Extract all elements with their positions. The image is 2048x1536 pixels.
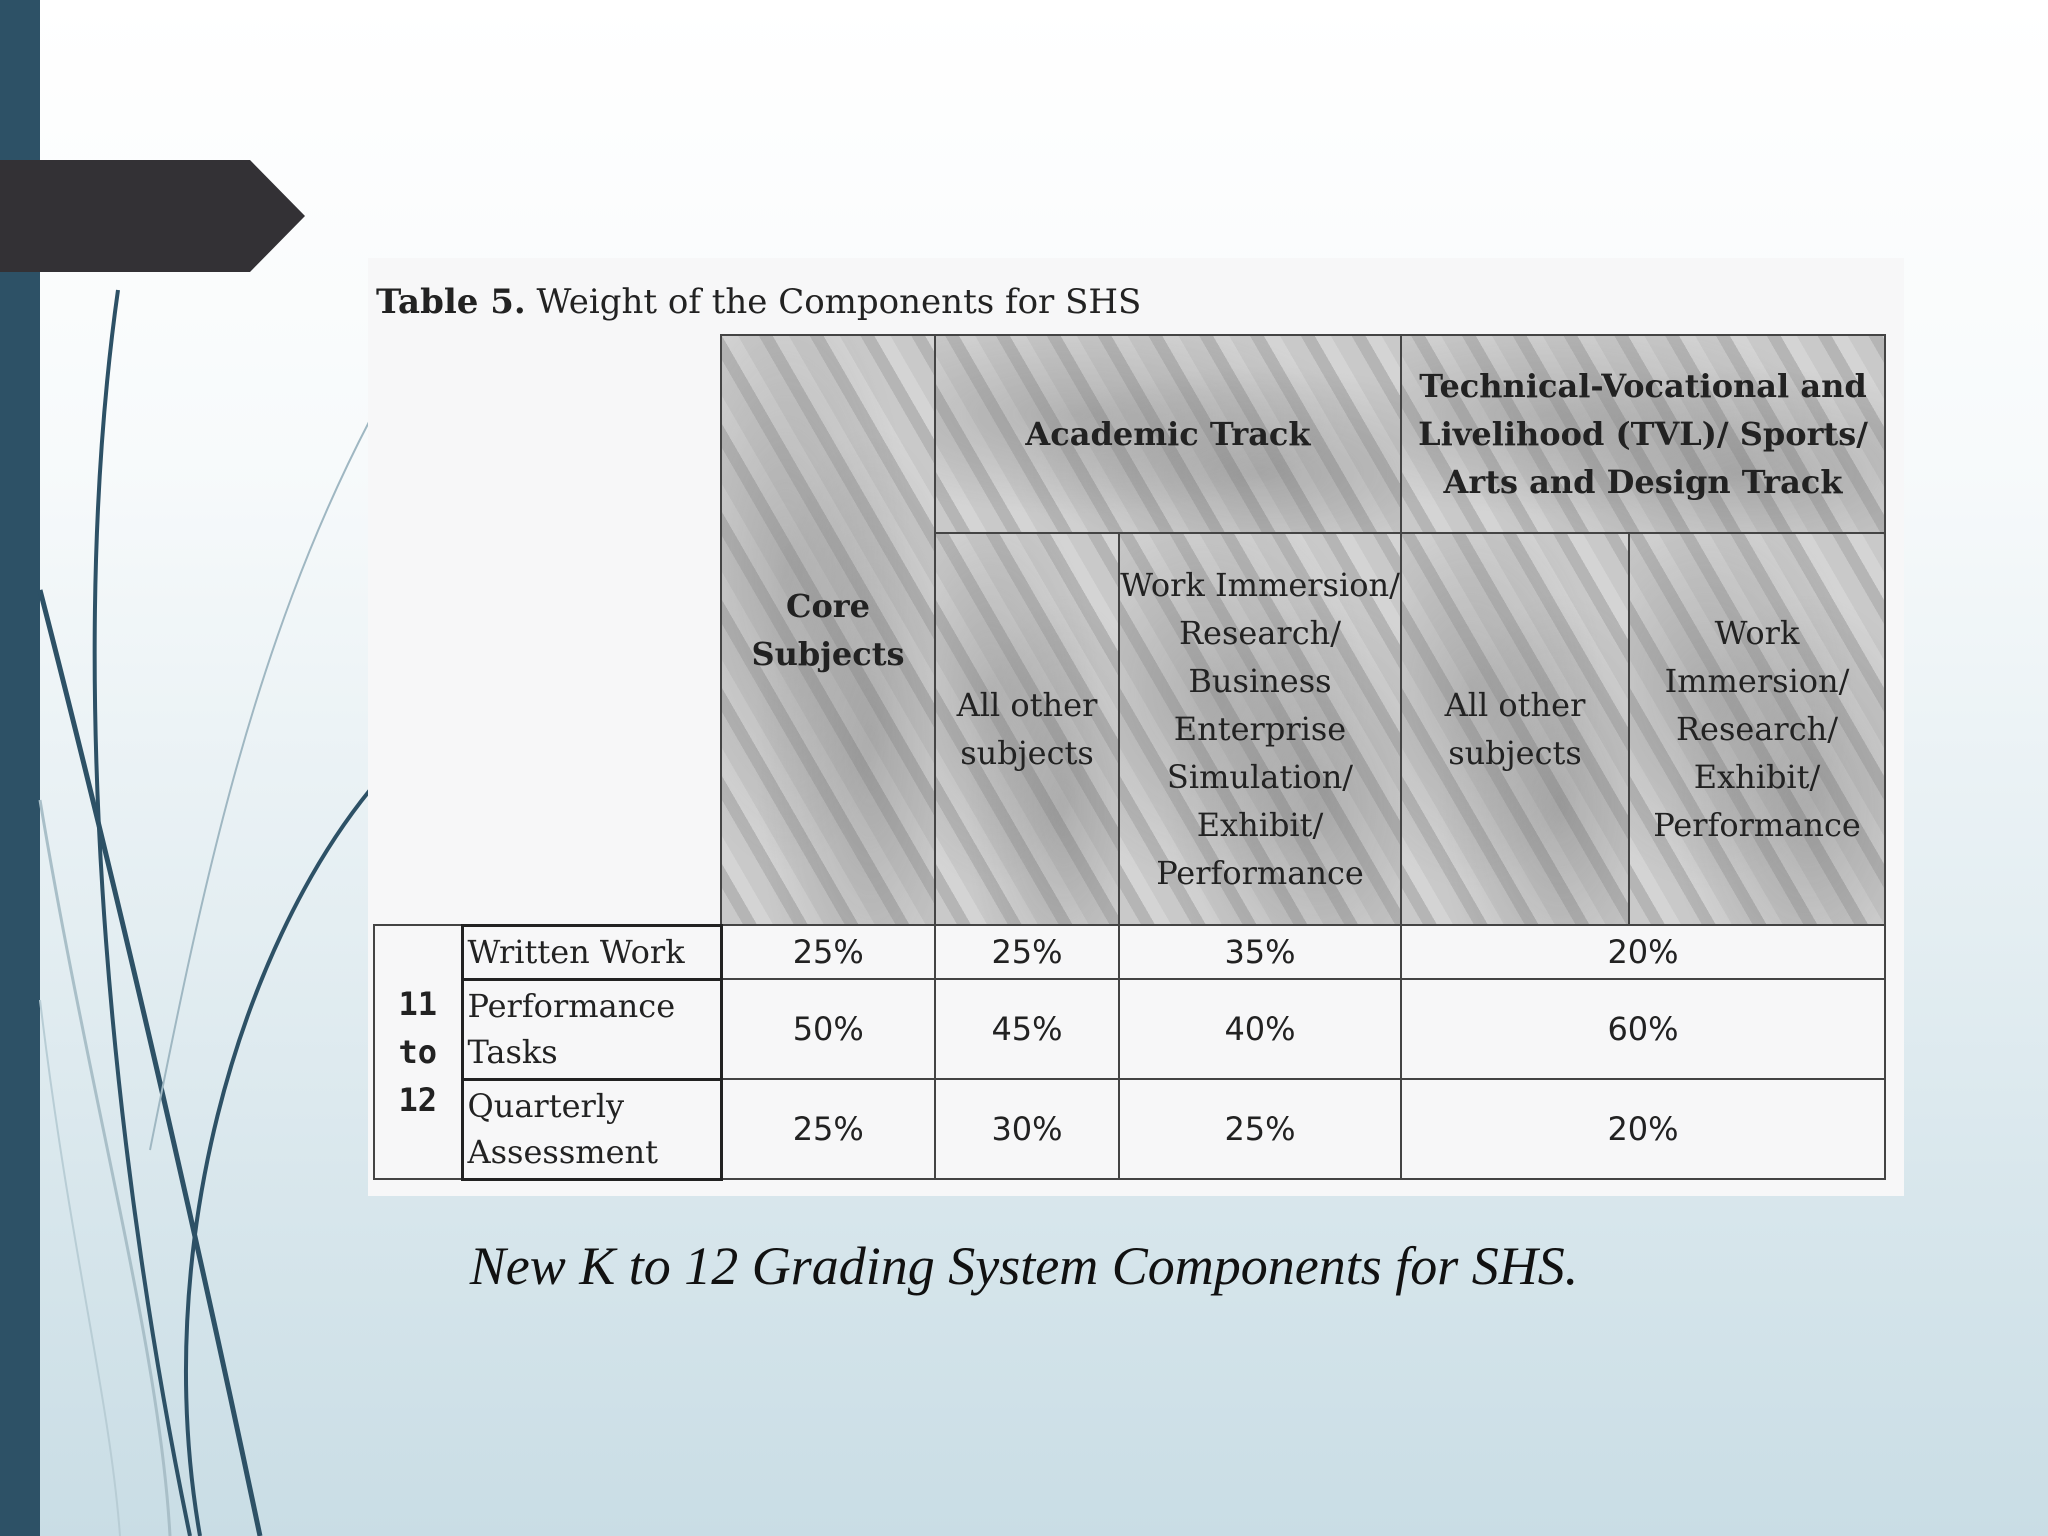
title-tag-shape [0, 160, 305, 272]
header-tvl-track: Technical-Vocational and Livelihood (TVL)/ Sports/ Arts and Design Track [1401, 335, 1885, 533]
row-label-written-work: Written Work [462, 925, 721, 979]
header-academic-all-other: All other subjects [935, 533, 1119, 925]
cell-academic-work: 40% [1119, 979, 1401, 1079]
grade-level-line: 12 [398, 1081, 438, 1119]
row-label-quarterly-assessment: Quarterly Assessment [462, 1079, 721, 1179]
slide-caption: New K to 12 Grading System Components for SHS. [469, 1236, 1579, 1296]
header-academic-track: Academic Track [935, 335, 1401, 533]
cell-academic-all: 30% [935, 1079, 1119, 1179]
cell-tvl: 60% [1401, 979, 1885, 1079]
row-label-performance-tasks: Performance Tasks [462, 979, 721, 1079]
table-title-number: Table 5. [376, 282, 526, 322]
cell-tvl: 20% [1401, 1079, 1885, 1179]
corner-blank [374, 335, 721, 925]
cell-tvl: 20% [1401, 925, 1885, 979]
header-academic-work-immersion: Work Immersion/ Research/ Business Enterprise Simulation/ Exhibit/ Performance [1119, 533, 1401, 925]
table-row [374, 979, 1885, 1079]
grading-table-image [368, 258, 1904, 1196]
table-row [374, 925, 1885, 979]
table-row [374, 1079, 1885, 1179]
grade-level-line: 11 [398, 985, 438, 1023]
cell-core: 25% [721, 1079, 935, 1179]
cell-academic-work: 35% [1119, 925, 1401, 979]
cell-academic-all: 45% [935, 979, 1119, 1079]
weights-table [373, 334, 1886, 1181]
header-core-subjects: Core Subjects [721, 335, 935, 925]
grade-level-line: to [398, 1033, 438, 1071]
table-title [376, 282, 1141, 322]
grade-level-cell [374, 925, 462, 1179]
table-title-text: Weight of the Components for SHS [525, 282, 1142, 322]
cell-core: 25% [721, 925, 935, 979]
header-tvl-all-other: All other subjects [1401, 533, 1629, 925]
header-tvl-work-immersion: Work Immersion/ Research/ Exhibit/ Performance [1629, 533, 1885, 925]
cell-academic-all: 25% [935, 925, 1119, 979]
cell-academic-work: 25% [1119, 1079, 1401, 1179]
cell-core: 50% [721, 979, 935, 1079]
